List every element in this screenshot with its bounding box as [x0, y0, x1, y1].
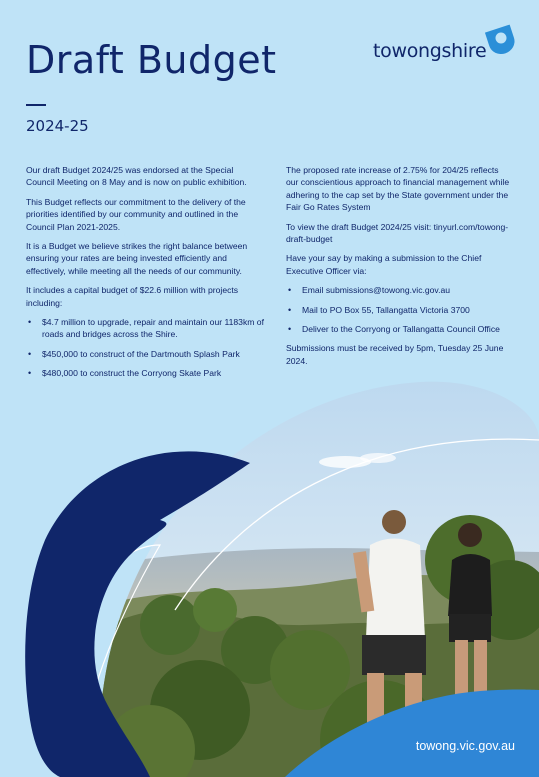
submission-methods-list [286, 284, 510, 335]
rate-increase-paragraph: The proposed rate increase of 2.75% for 204/25 reflects our conscientious approach to financial management while adhering to the cap set by the State government under the Fair Go Rates System [286, 165, 510, 213]
logo-mark-icon [485, 24, 517, 56]
left-column [26, 164, 264, 387]
list-item: • Deliver to the Corryong or Tallangatta Council Office [286, 323, 510, 335]
logo-wordmark: towongshire [373, 40, 487, 62]
priorities-paragraph: This Budget reflects our commitment to the delivery of the priorities identified by our community and outlined in the Council Plan 2021-2025. [26, 196, 246, 232]
balance-paragraph: It is a Budget we believe strikes the right balance between ensuring your rates are being invested efficiently and effectively, while meeting all the needs of our community. [26, 241, 248, 276]
title-divider [26, 104, 46, 106]
view-budget-paragraph: To view the draft Budget 2024/25 visit: tinyurl.com/towong-draft-budget [286, 221, 509, 245]
budget-year: 2024-25 [26, 117, 89, 135]
right-column [286, 164, 510, 374]
list-item: • $450,000 to construct of the Dartmouth Splash Park [26, 348, 264, 360]
capital-budget-paragraph: It includes a capital budget of $22.6 million with projects including: [26, 285, 239, 308]
deadline-paragraph: Submissions must be received by 5pm, Tuesday 25 June 2024. [286, 343, 504, 366]
endorsement-paragraph: Our draft Budget 2024/25 was endorsed at the Special Council Meeting on 8 May and is now on public exhibition. [26, 165, 247, 188]
page-title: Draft Budget [26, 38, 277, 82]
list-item: • Email submissions@towong.vic.gov.au [286, 284, 510, 296]
list-item: • $4.7 million to upgrade, repair and maintain our 1183km of roads and bridges across the Shire. [26, 316, 264, 341]
list-item: • $480,000 to construct the Corryong Skate Park [26, 367, 264, 379]
towong-shire-logo[interactable] [373, 24, 517, 66]
have-your-say-paragraph: Have your say by making a submission to the Chief Executive Officer via: [286, 253, 482, 276]
website-url[interactable]: towong.vic.gov.au [415, 739, 515, 753]
hero-photo-illustration [0, 370, 539, 777]
list-item: • Mail to PO Box 55, Tallangatta Victoria 3700 [286, 304, 510, 316]
